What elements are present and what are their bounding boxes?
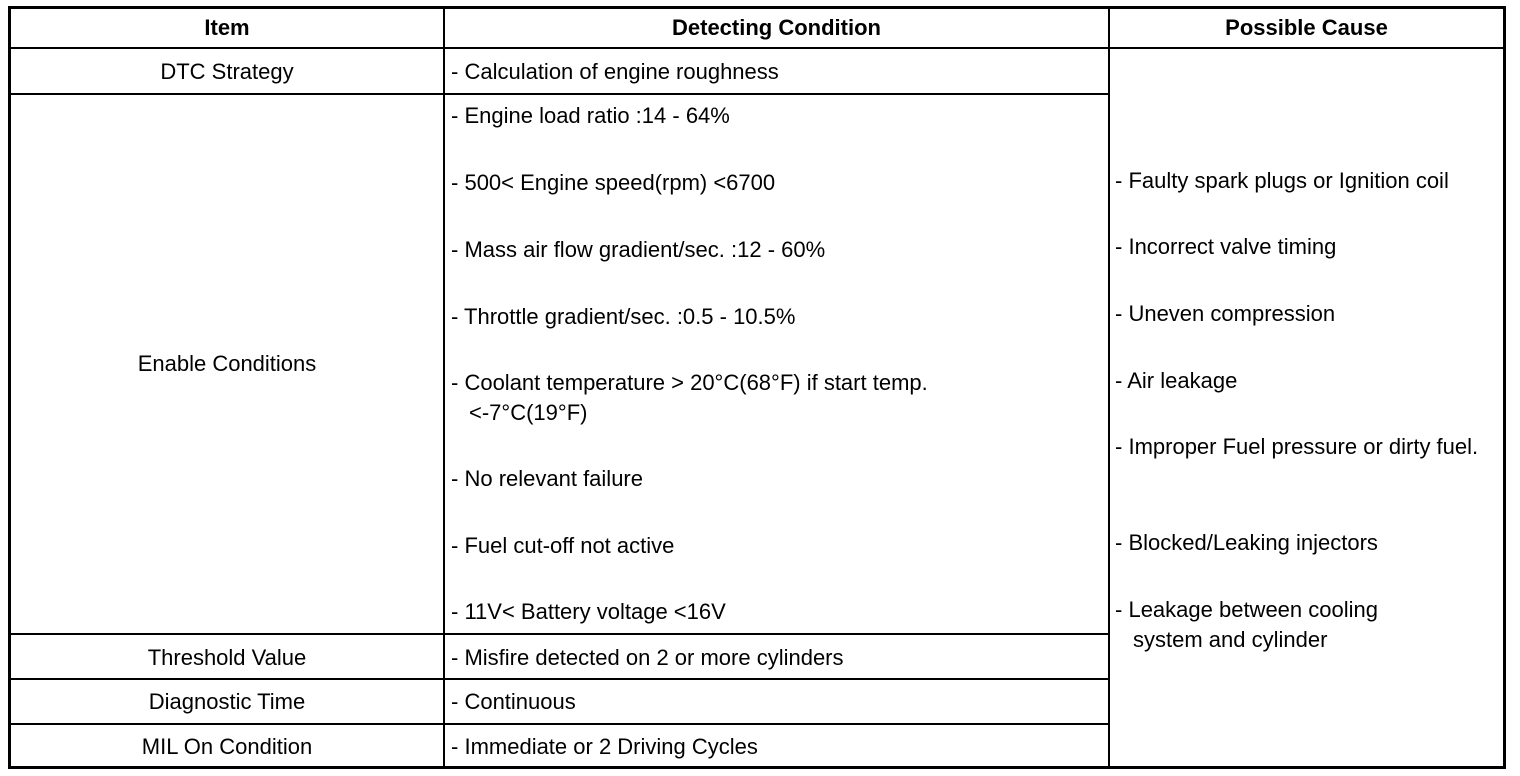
bullet-dash: -: [451, 59, 459, 84]
condition-threshold: - Misfire detected on 2 or more cylinders: [451, 645, 844, 670]
condition-dtc-strategy: - Calculation of engine roughness: [451, 59, 779, 84]
bullet-dash: -: [451, 734, 459, 759]
item-enable-conditions: Enable Conditions: [137, 351, 317, 376]
header-item: Item: [204, 15, 250, 40]
bullet-dash: -: [1115, 168, 1123, 193]
item-dtc-strategy: DTC Strategy: [160, 59, 294, 84]
bullet-dash: -: [1115, 530, 1123, 555]
cause-injectors: - Blocked/Leaking injectors: [1115, 530, 1378, 555]
condition-coolant-temp: - Coolant temperature > 20°C(68°F) if start temp. <-7°C(19°F): [451, 370, 928, 425]
bullet-dash: -: [451, 599, 459, 624]
condition-battery-voltage: - 11V< Battery voltage <16V: [451, 599, 726, 624]
row-divider: [8, 723, 1110, 725]
bullet-dash: -: [451, 170, 459, 195]
bullet-dash: -: [451, 304, 459, 329]
bullet-dash: -: [451, 237, 459, 262]
condition-diagnostic-time: - Continuous: [451, 689, 576, 714]
condition-throttle: - Throttle gradient/sec. :0.5 - 10.5%: [451, 304, 796, 329]
column-divider: [443, 6, 445, 769]
header-divider: [8, 47, 1506, 49]
item-diagnostic-time: Diagnostic Time: [148, 689, 306, 714]
bullet-dash: -: [451, 466, 459, 491]
bullet-dash: -: [1115, 597, 1123, 622]
bullet-dash: -: [451, 689, 459, 714]
bullet-dash: -: [1115, 434, 1123, 459]
bullet-dash: -: [451, 103, 459, 128]
bullet-dash: -: [451, 370, 459, 395]
condition-mass-air-flow: - Mass air flow gradient/sec. :12 - 60%: [451, 237, 826, 262]
cause-cooling-leakage: - Leakage between cooling system and cylinder: [1115, 597, 1378, 652]
bullet-dash: -: [451, 533, 459, 558]
bullet-dash: -: [1115, 301, 1123, 326]
bullet-dash: -: [451, 645, 459, 670]
cause-uneven-compression: - Uneven compression: [1115, 301, 1336, 326]
cause-valve-timing: - Incorrect valve timing: [1115, 234, 1337, 259]
condition-engine-speed: - 500< Engine speed(rpm) <6700: [451, 170, 776, 195]
bullet-dash: -: [1115, 368, 1123, 393]
cause-air-leakage: - Air leakage: [1115, 368, 1238, 393]
bullet-dash: -: [1115, 234, 1123, 259]
condition-no-failure: - No relevant failure: [451, 466, 643, 491]
cause-spark-plugs: - Faulty spark plugs or Ignition coil: [1115, 168, 1449, 193]
row-divider: [8, 93, 1110, 95]
cause-fuel-pressure: - Improper Fuel pressure or dirty fuel.: [1115, 434, 1479, 459]
condition-engine-load: - Engine load ratio :14 - 64%: [451, 103, 730, 128]
header-detecting-condition: Detecting Condition: [672, 15, 881, 40]
item-threshold-value: Threshold Value: [147, 645, 307, 670]
condition-fuel-cutoff: - Fuel cut-off not active: [451, 533, 675, 558]
item-mil-on-condition: MIL On Condition: [141, 734, 313, 759]
header-possible-cause: Possible Cause: [1225, 15, 1388, 40]
row-divider: [8, 678, 1110, 680]
condition-mil-on: - Immediate or 2 Driving Cycles: [451, 734, 758, 759]
row-divider: [8, 633, 1110, 635]
